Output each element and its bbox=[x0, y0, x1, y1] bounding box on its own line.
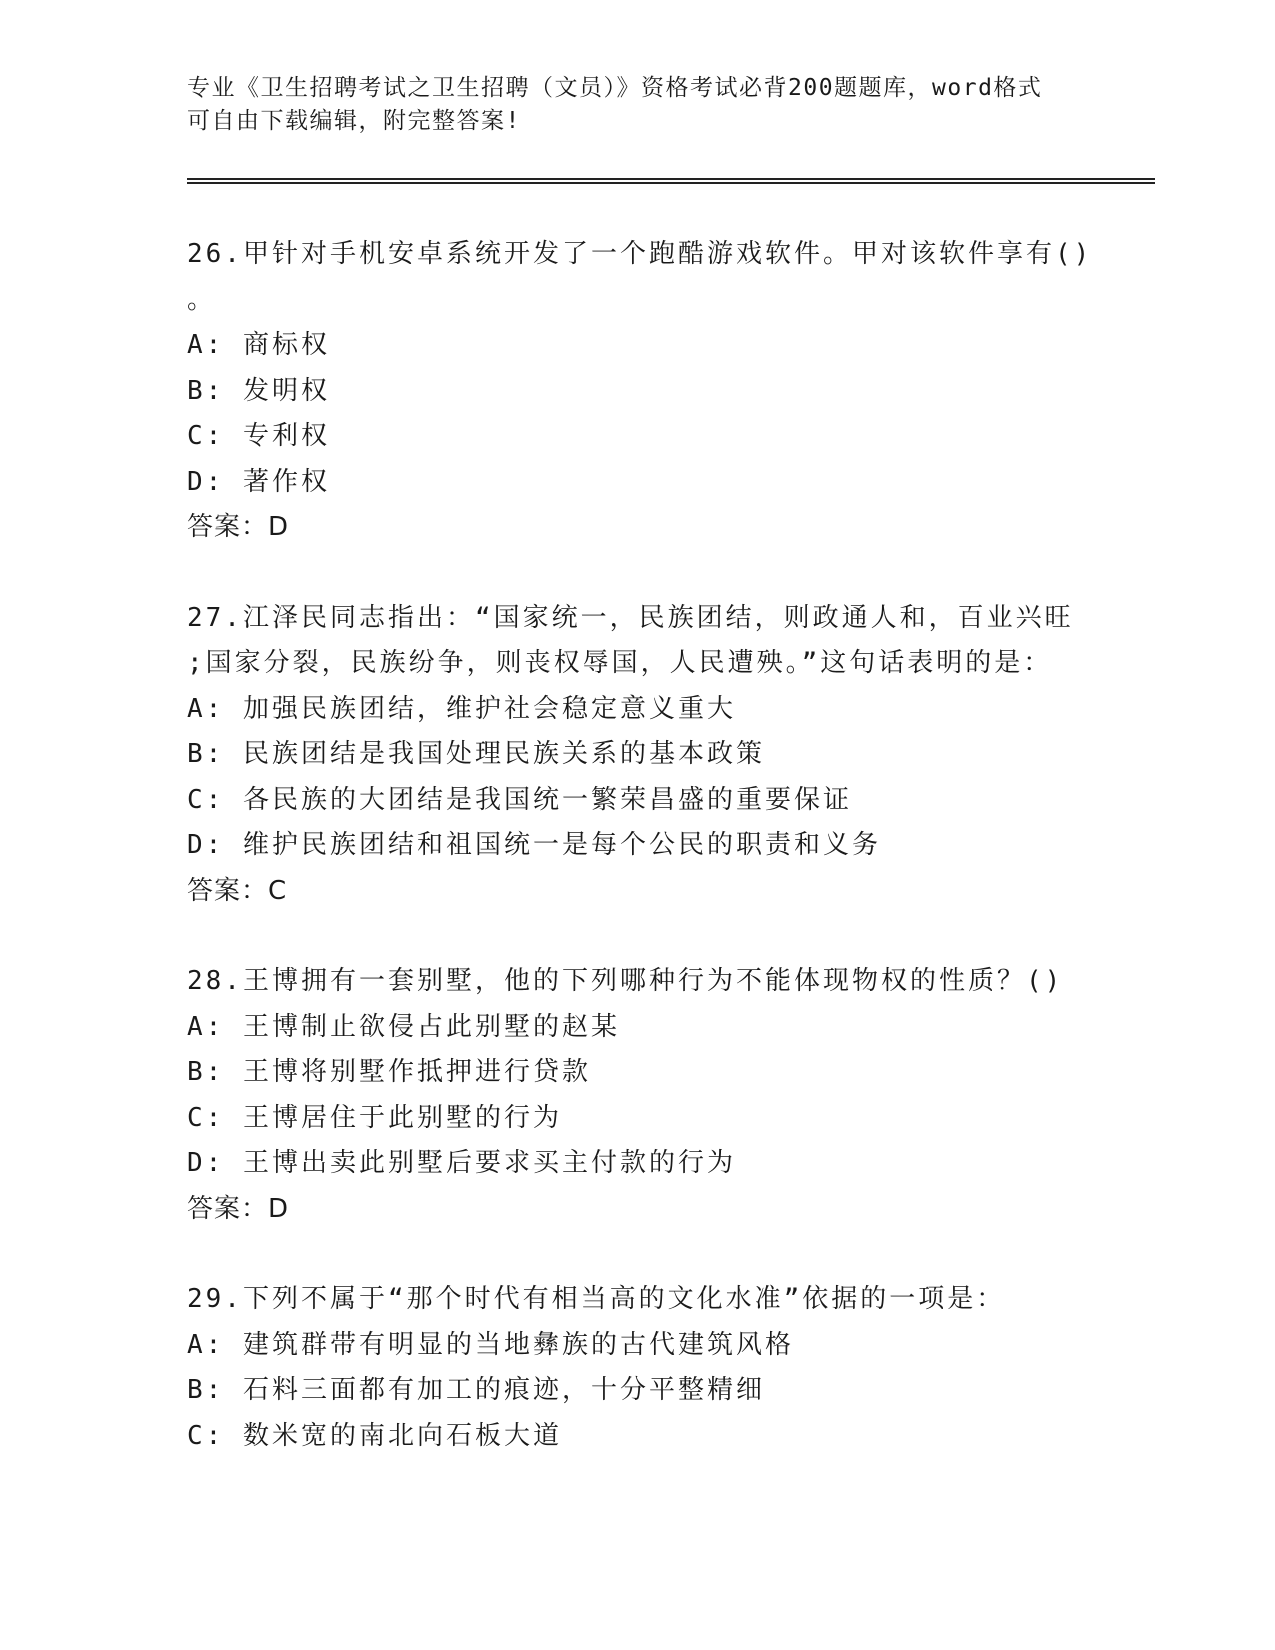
question-stem-line: 。 bbox=[187, 284, 217, 315]
header-divider bbox=[187, 178, 1155, 184]
option-c: C: 数米宽的南北向石板大道 bbox=[187, 1420, 562, 1451]
option-b: B: 王博将别墅作抵押进行贷款 bbox=[187, 1057, 591, 1087]
option-b: B: 民族团结是我国处理民族关系的基本政策 bbox=[187, 739, 765, 769]
option-d: D: 著作权 bbox=[187, 466, 330, 497]
question-stem-line: 27.江泽民同志指出：“国家统一，民族团结，则政通人和，百业兴旺 bbox=[187, 602, 1074, 633]
question-29 bbox=[187, 1277, 1087, 1459]
question-28 bbox=[187, 959, 1087, 1232]
header-line-1: 专业《卫生招聘考试之卫生招聘（文员）》资格考试必背200题题库，word格式 bbox=[187, 75, 1043, 101]
option-a: A: 商标权 bbox=[187, 330, 330, 360]
option-c: C: 各民族的大团结是我国统一繁荣昌盛的重要保证 bbox=[187, 784, 852, 815]
option-b: B: 发明权 bbox=[187, 375, 330, 406]
option-b: B: 石料三面都有加工的痕迹，十分平整精细 bbox=[187, 1375, 765, 1405]
option-d: D: 王博出卖此别墅后要求买主付款的行为 bbox=[187, 1148, 736, 1178]
option-c: C: 王博居住于此别墅的行为 bbox=[187, 1102, 562, 1133]
option-d: D: 维护民族团结和祖国统一是每个公民的职责和义务 bbox=[187, 830, 881, 860]
answer-label: 答案：C bbox=[187, 875, 288, 906]
question-26 bbox=[187, 232, 1093, 551]
question-list bbox=[187, 232, 1093, 1504]
option-c: C: 专利权 bbox=[187, 421, 330, 451]
option-a: A: 加强民族团结，维护社会稳定意义重大 bbox=[187, 693, 736, 724]
document-header bbox=[187, 72, 1087, 138]
question-stem-line: ;国家分裂，民族纷争，则丧权辱国，人民遭殃。”这句话表明的是： bbox=[187, 648, 1053, 678]
question-stem-line: 26.甲针对手机安卓系统开发了一个跑酷游戏软件。甲对该软件享有() bbox=[187, 239, 1093, 269]
question-27 bbox=[187, 596, 1087, 915]
answer-label: 答案：D bbox=[187, 512, 290, 542]
answer-label: 答案：D bbox=[187, 1193, 290, 1224]
header-line-2: 可自由下载编辑，附完整答案! bbox=[187, 108, 521, 134]
option-a: A: 王博制止欲侵占此别墅的赵某 bbox=[187, 1011, 620, 1042]
option-a: A: 建筑群带有明显的当地彝族的古代建筑风格 bbox=[187, 1329, 794, 1360]
question-stem-line: 29.下列不属于“那个时代有相当高的文化水准”依据的一项是： bbox=[187, 1284, 1006, 1314]
question-stem-line: 28.王博拥有一套别墅，他的下列哪种行为不能体现物权的性质？() bbox=[187, 966, 1064, 996]
